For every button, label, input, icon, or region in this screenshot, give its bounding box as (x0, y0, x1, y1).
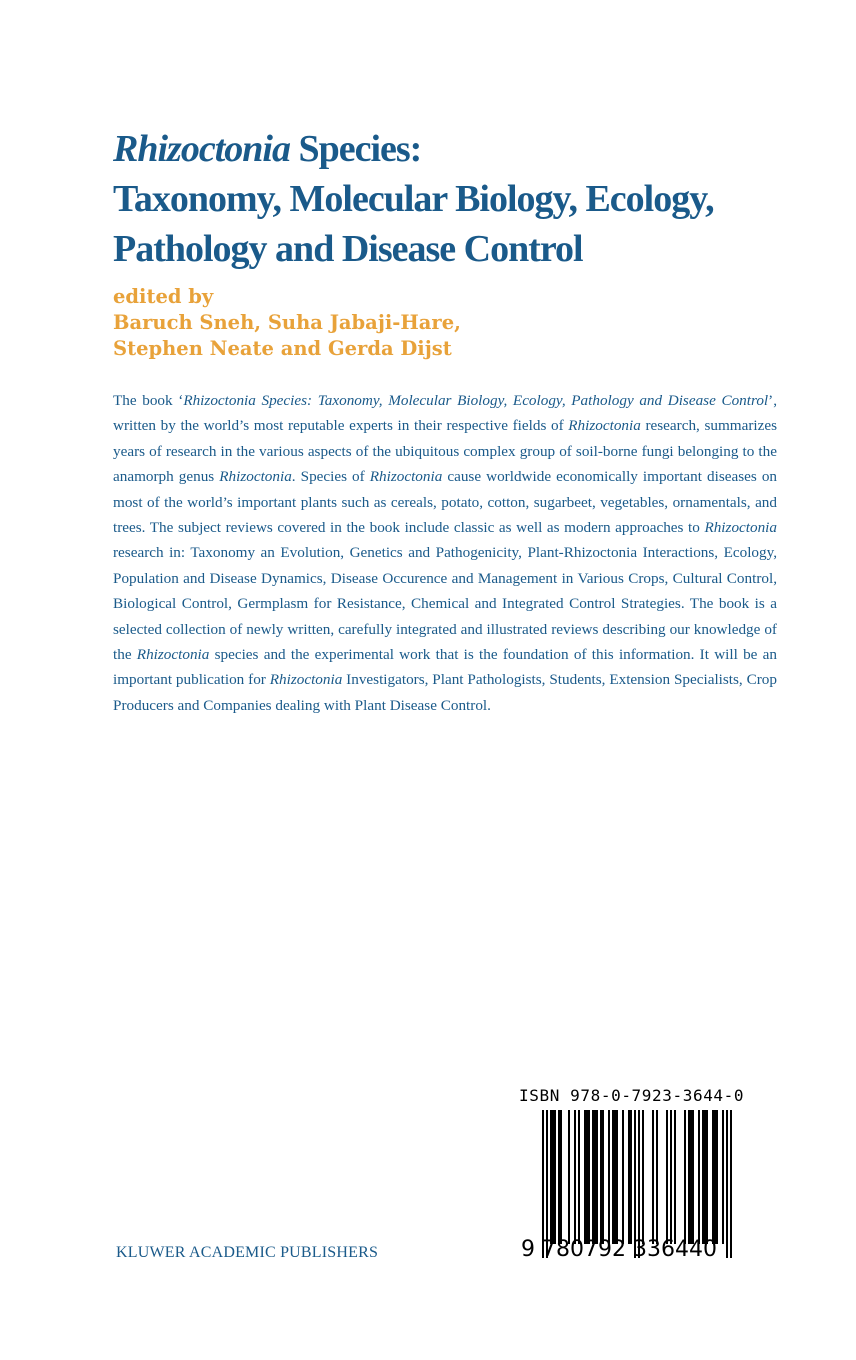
title-line-2: Taxonomy, Molecular Biology, Ecology, (113, 178, 714, 220)
description-italic-segment: Rhizoctonia Species: Taxonomy, Molecular Biology, Ecology, Pathology and Disease Control (183, 392, 769, 409)
barcode-bar (588, 1110, 590, 1244)
description-segment: The book ‘ (113, 392, 184, 409)
barcode-bar (712, 1110, 714, 1244)
barcode-bar (614, 1110, 616, 1244)
barcode-bar (714, 1110, 716, 1244)
barcode-bar (602, 1110, 604, 1244)
barcode-bar (634, 1110, 636, 1258)
title-line-3: Pathology and Disease Control (113, 228, 583, 270)
barcode-bar (674, 1110, 676, 1244)
barcode-bar (716, 1110, 718, 1244)
publisher-name: KLUWER ACADEMIC PUBLISHERS (116, 1244, 379, 1261)
barcode-bar (690, 1110, 692, 1244)
barcode-bar (726, 1110, 728, 1258)
barcode-bar (692, 1110, 694, 1244)
edited-by-label: edited by (113, 285, 214, 308)
editors-line-1: Baruch Sneh, Suha Jabaji-Hare, (113, 311, 461, 334)
barcode-bar (684, 1110, 686, 1244)
barcode-bar (652, 1110, 654, 1244)
barcode-bar (584, 1110, 586, 1244)
barcode-bar (730, 1110, 732, 1258)
barcode-bar (600, 1110, 602, 1244)
barcode-bar (616, 1110, 618, 1244)
barcode-bar (622, 1110, 624, 1244)
barcode-bar (656, 1110, 658, 1244)
book-description (113, 388, 777, 718)
barcode-bar (560, 1110, 562, 1244)
description-segment: research in: Taxonomy an Evolution, Genetics and Pathogenicity, Plant-Rhizoctonia Interactions, Ecology, Population and Disease Dynamics, Disease Occurence and Management in Various Crops, Cultural Control, Biological Control, Germplasm for Resistance, Chemical and Integrated Control Strategies. The book is a selected collection of newly written, carefully integrated and illustrated reviews describing our knowledge of the (113, 544, 777, 664)
barcode-bar (592, 1110, 594, 1244)
isbn-label: ISBN 978-0-7923-3644-0 (519, 1086, 745, 1105)
barcode-bar (552, 1110, 554, 1244)
description-segment: . Species of (291, 468, 370, 486)
barcode-bar (628, 1110, 630, 1244)
barcode-bar (542, 1110, 544, 1258)
barcode-bar (574, 1110, 576, 1244)
editors-block (113, 284, 813, 362)
barcode-digits: 9 780792 336440 (521, 1237, 717, 1262)
barcode-bar (722, 1110, 724, 1244)
editors-line-2: Stephen Neate and Gerda Dijst (113, 337, 452, 360)
title-line-1 (113, 124, 813, 174)
barcode-bar (608, 1110, 610, 1244)
barcode-bar (586, 1110, 588, 1244)
barcode-bar (706, 1110, 708, 1244)
description-segment: Investigators, Plant Pathologists, Students, Extension Specialists, Crop Producers and Companies dealing with Plant Disease Control. (113, 671, 777, 714)
barcode-bar (612, 1110, 614, 1244)
description-italic-segment: Rhizoctonia (219, 468, 292, 486)
description-segment: species and the experimental work that is the foundation of this information. It will be an important publication for (113, 646, 777, 689)
description-italic-segment: Rhizoctonia (269, 671, 343, 689)
barcode-bar (578, 1110, 580, 1244)
description-italic-segment: Rhizoctonia (704, 519, 777, 537)
barcode-bar (554, 1110, 556, 1244)
barcode-bar (666, 1110, 668, 1244)
description-italic-segment: Rhizoctonia (369, 468, 443, 486)
barcode-bar (638, 1110, 640, 1258)
description-italic-segment: Rhizoctonia (568, 417, 641, 435)
barcode-bar (550, 1110, 552, 1244)
barcode-bar (568, 1110, 570, 1244)
barcode-bar (688, 1110, 690, 1244)
book-title (113, 124, 813, 274)
description-segment: cause worldwide economically important diseases on most of the world’s important plants such as cereals, potato, cotton, sugarbeet, vegetables, ornamentals, and trees. The subject reviews covered in the book include classic as well as modern approaches to (113, 468, 778, 537)
barcode-bar (698, 1110, 700, 1244)
title-species: Species: (289, 128, 422, 170)
barcode-bar (594, 1110, 596, 1244)
description-segment: ’, written by the world’s most reputable experts in their respective fields of (113, 392, 778, 435)
barcode-bar (630, 1110, 632, 1244)
barcode-bar (704, 1110, 706, 1244)
barcode-bar (702, 1110, 704, 1244)
title-genus: Rhizoctonia (113, 128, 290, 170)
barcode-bar (642, 1110, 644, 1244)
barcode-bar (546, 1110, 548, 1258)
description-italic-segment: Rhizoctonia (136, 646, 210, 664)
description-segment: research, summarizes years of research in the various aspects of the ubiquitous complex group of soil-borne fungi belonging to the anamorph genus (113, 417, 777, 486)
barcode-bar (558, 1110, 560, 1244)
barcode-bar (596, 1110, 598, 1244)
barcode-bar (670, 1110, 672, 1244)
